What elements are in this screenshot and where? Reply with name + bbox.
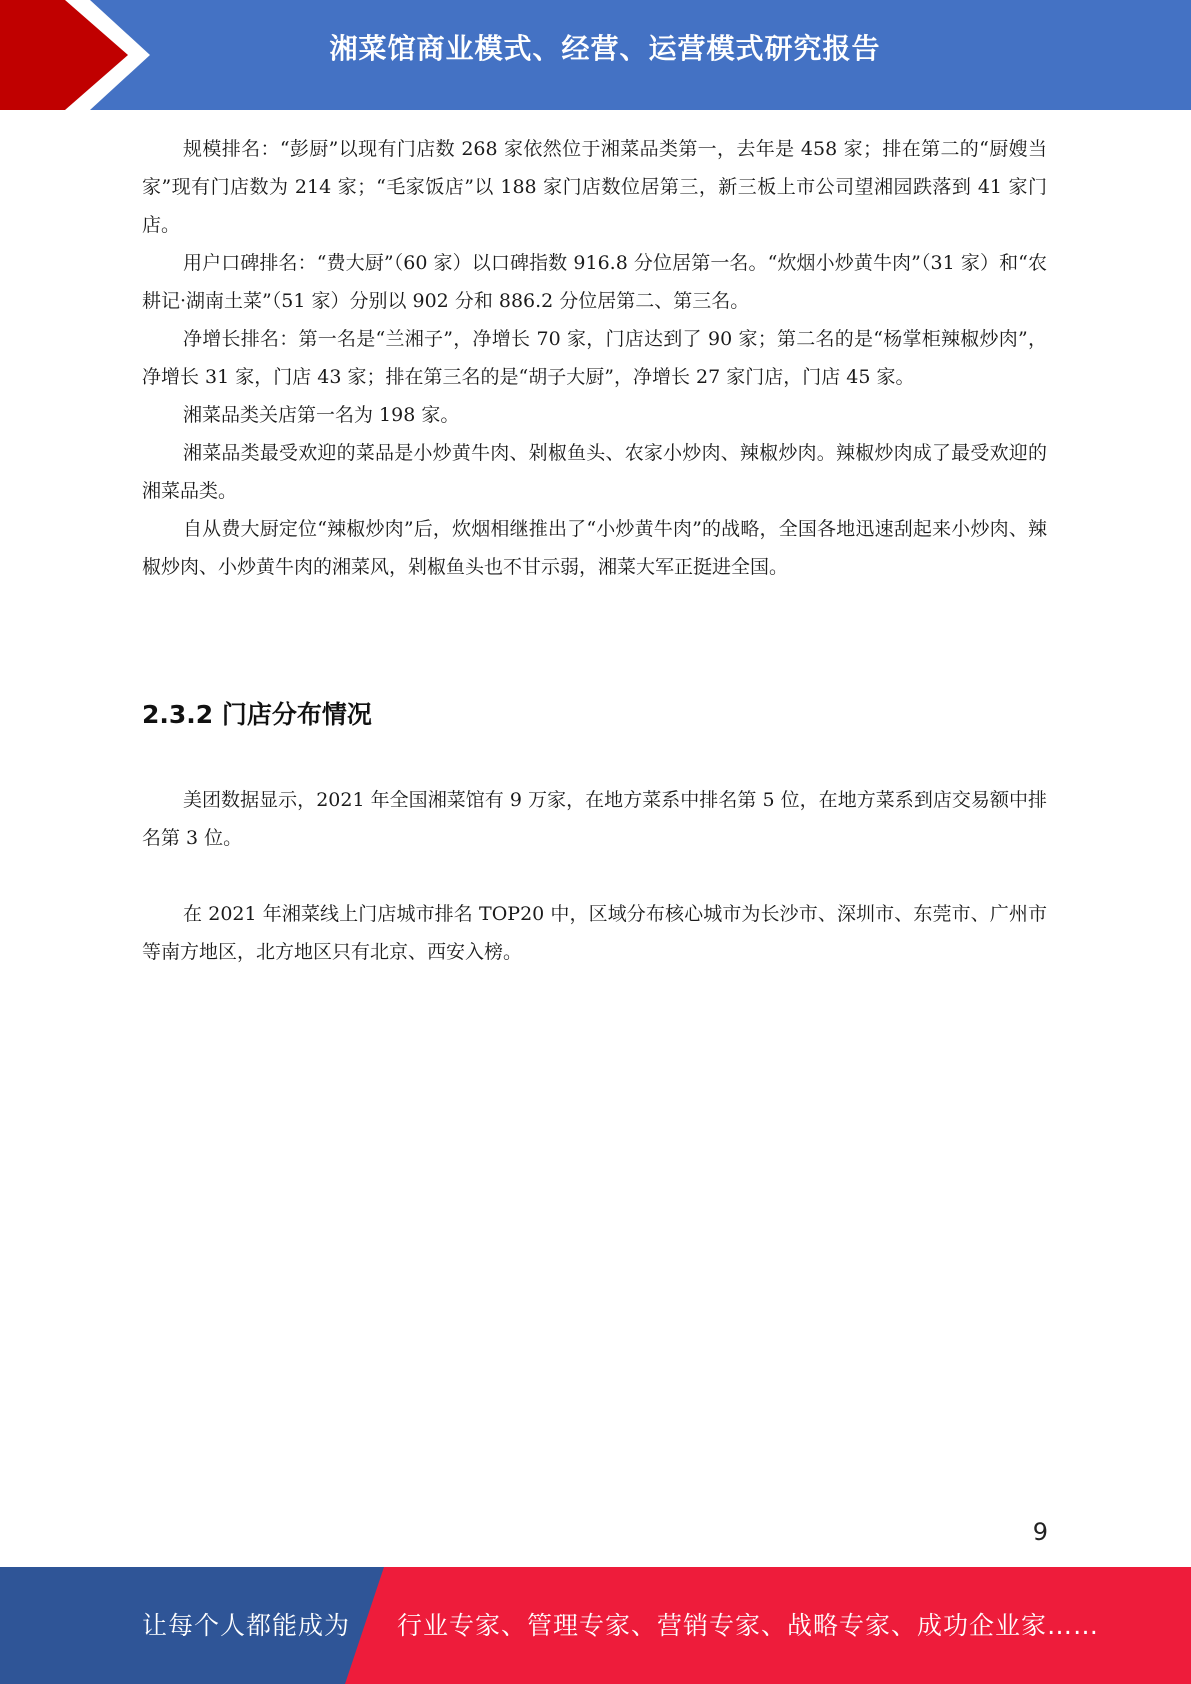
- footer-slogan-left: 让每个人都能成为: [142, 1611, 351, 1640]
- section-heading: 2.3.2 门店分布情况: [142, 700, 372, 729]
- paragraph-city-ranking: 在 2021 年湘菜线上门店城市排名 TOP20 中，区域分布核心城市为长沙市、深圳市、东莞市、广州市等南方地区，北方地区只有北京、西安入榜。: [142, 903, 1047, 963]
- paragraph-net-growth-ranking: 净增长排名：第一名是“兰湘子”，净增长 70 家，门店达到了 90 家；第二名的是“杨掌柜辣椒炒肉”，净增长 31 家，门店 43 家；排在第三名的是“胡子大厨”，净增长 27 家门店，门店 45 家。: [142, 328, 1047, 388]
- page-header: [0, 0, 1191, 110]
- paragraph-popular-dishes: 湘菜品类最受欢迎的菜品是小炒黄牛肉、剁椒鱼头、农家小炒肉、辣椒炒肉。辣椒炒肉成了最受欢迎的湘菜品类。: [142, 442, 1047, 502]
- page-footer: [0, 1567, 1191, 1684]
- body-section-top: [142, 130, 1047, 586]
- paragraph-meituan-data: 美团数据显示，2021 年全国湘菜馆有 9 万家，在地方菜系中排名第 5 位，在地方菜系到店交易额中排名第 3 位。: [142, 789, 1047, 849]
- paragraph-closure-ranking: 湘菜品类关店第一名为 198 家。: [183, 404, 460, 426]
- header-title: 湘菜馆商业模式、经营、运营模式研究报告: [329, 32, 881, 65]
- footer-slogan-right: 行业专家、管理专家、营销专家、战略专家、成功企业家……: [397, 1611, 1100, 1640]
- body-section-distribution-2: [142, 895, 1047, 971]
- paragraph-user-rating-ranking: 用户口碑排名：“费大厨”（60 家）以口碑指数 916.8 分位居第一名。“炊烟小炒黄牛肉”（31 家）和“农耕记·湖南土菜”（51 家）分别以 902 分和 886.2 分位居第二、第三名。: [142, 252, 1047, 312]
- page-number: 9: [1032, 1518, 1048, 1546]
- body-section-distribution-1: [142, 781, 1047, 857]
- paragraph-scale-ranking: 规模排名：“彭厨”以现有门店数 268 家依然位于湘菜品类第一，去年是 458 家；排在第二的“厨嫂当家”现有门店数为 214 家；“毛家饭店”以 188 家门店数位居第三，新三板上市公司望湘园跌落到 41 家门店。: [142, 138, 1047, 236]
- paragraph-trend: 自从费大厨定位“辣椒炒肉”后，炊烟相继推出了“小炒黄牛肉”的战略，全国各地迅速刮起来小炒肉、辣椒炒肉、小炒黄牛肉的湘菜风，剁椒鱼头也不甘示弱，湘菜大军正挺进全国。: [142, 518, 1047, 578]
